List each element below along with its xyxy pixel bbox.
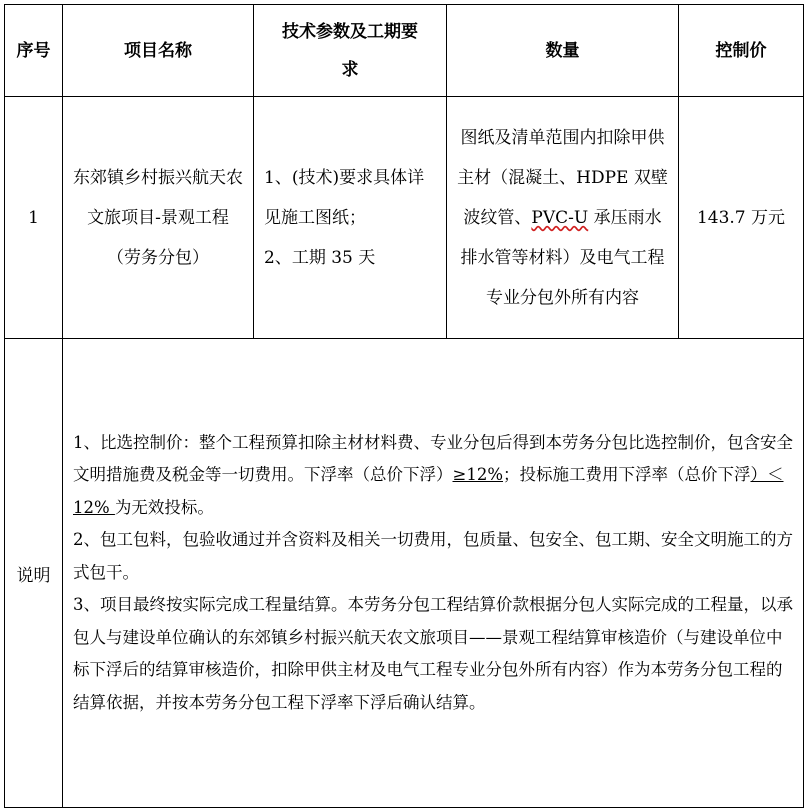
quantity-text [447, 118, 678, 318]
header-tech-requirements [254, 5, 447, 97]
bid-control-price-table [4, 4, 804, 808]
note-item-2: 2、包工包料，包验收通过并含资料及相关一切费用，包质量、包安全、包工期、安全文明施工的方式包干。 [73, 530, 793, 582]
tech-line-2: 2、工期 35 天 [264, 247, 376, 268]
row-tech-requirements [254, 97, 447, 339]
header-control-price: 控制价 [679, 5, 804, 97]
header-seq: 序号 [5, 5, 63, 97]
quantity-part-1: 图纸及清单范围内扣除甲供主材（混凝土、HDPE 双壁波纹管、 [457, 127, 668, 228]
notes-label: 说明 [5, 339, 63, 808]
notes-content [63, 339, 804, 808]
note-1-text-a: 1、比选控制价：整个工程预算扣除主材材料费、专业分包后得到本劳务分包比选控制价，包含安全文明措施费及税金等一切费用。下浮率（总价下浮） [73, 432, 793, 485]
tech-requirements-list [254, 158, 446, 278]
header-row [5, 5, 804, 97]
row-seq: 1 [5, 97, 63, 339]
row-project-name [63, 97, 254, 339]
row-control-price: 143.7 万元 [679, 97, 804, 339]
note-1-text-c: ；投标施工费用下浮率（总价下浮 [503, 465, 751, 485]
quantity-flagged-term: PVC-U [531, 207, 589, 228]
note-1-threshold-invalid: ）＜12% [73, 465, 784, 517]
table-row [5, 97, 804, 339]
note-1-text-e: 为无效投标。 [114, 497, 214, 517]
quantity-part-2: 承压雨水排水管等材料）及电气工程专业分包外所有内容 [460, 207, 665, 308]
tech-line-1: 1、(技术)要求具体详见施工图纸； [264, 167, 425, 228]
row-quantity [447, 97, 679, 339]
header-quantity: 数量 [447, 5, 679, 97]
note-item-1 [73, 427, 795, 525]
note-1-threshold-valid: ≥12% [452, 465, 503, 485]
note-item-3: 3、项目最终按实际完成工程量结算。本劳务分包工程结算价款根据分包人实际完成的工程量，以承包人与建设单位确认的东郊镇乡村振兴航天农文旅项目——景观工程结算审核造价（与建设单位中标下浮后的结算审核造价，扣除甲供主材及电气工程专业分包外所有内容）作为本劳务分包工程的结算依据，并按本劳务分包工程下浮率下浮后确认结算。 [73, 595, 793, 712]
notes-row [5, 339, 804, 808]
project-name-text: 东郊镇乡村振兴航天农文旅项目-景观工程（劳务分包） [73, 167, 243, 268]
header-tech-text: 技术参数及工期要求 [282, 21, 418, 80]
header-project-name: 项目名称 [63, 5, 254, 97]
